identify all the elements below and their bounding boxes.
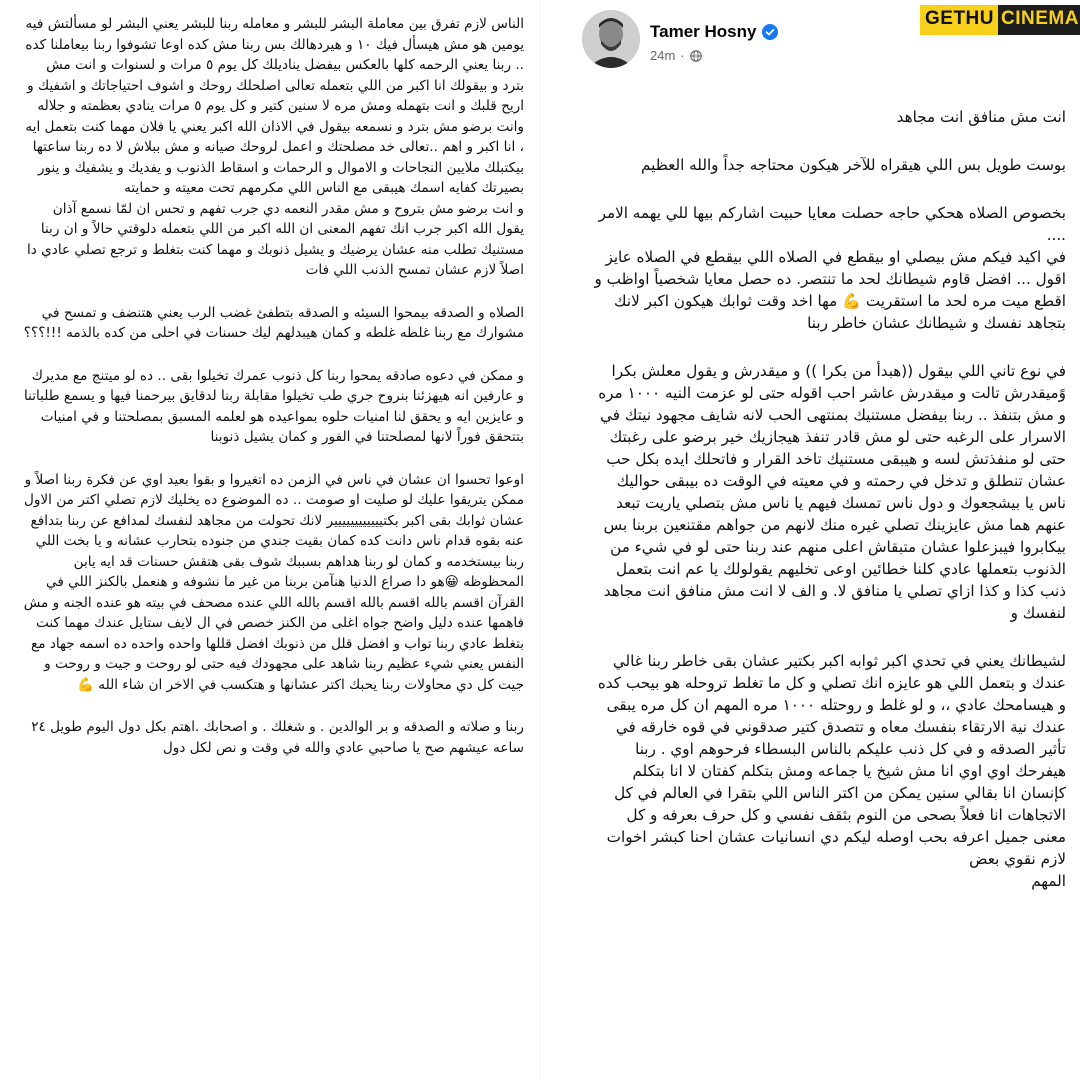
post-paragraph-4: في نوع تاني اللي بيقول ((هبدأ من بكرا )) و ميقدرش و يقول معلش بكرا وًميقدرش تالت و ميقدرش عاشر احب اقوله حتى لو عزمت النيه ١٠٠٠ مره و مش بتنفذ .. ربنا بيفضل مستنيك بمنتهى الحب لانه شايف مجهود نيتك في الاسرار على الرغبه حتى لو مش قادر تنفذ هيجازيك خير برضو على رغبتك حتى لو منفذتش لسه و هيبقى مستنيك تاخد القرار و فاتحلك ايده بكل حب عشان تنطلق و تدخل في رحمته و في معيته في الوقت ده بيبقى حواليك ناس يا بيشجعوك و دول ناس تمسك فيهم يا ناس مش بتصلي ياريت تبعد عنهم هما مش عايزينك تصلي غيره منك لانهم من جواهم مقتنعين بربنا بس بيكابروا فيبزعلوا عشان متبقاش اعلى منهم عند ربنا حتى لو في شيء من الذنوب بتعملها عادي كلنا خطائين اوعى تخليهم يقولولك يا عم انت بتعمل ذنب كذا و كذا ازاي تصلي يا منافق لا. و الف لا انت مش منافق انت مجاهد لنفسك و bbox=[598, 362, 1066, 622]
post-paragraph-2: بوست طويل بس اللي هيقراه للآخر هيكون محتاجه جداً والله العظيم bbox=[641, 156, 1066, 174]
meta-separator: · bbox=[680, 48, 685, 63]
verified-badge-icon bbox=[762, 24, 778, 40]
watermark-part-1: GETHU bbox=[920, 5, 998, 35]
left-paragraph-4: اوعوا تحسوا ان عشان في ناس في الزمن ده اتغيروا و بقوا بعيد اوي عن فكرة ربنا اصلاً و ممكن يتريقوا عليك لو صليت او صومت .. ده الموضوع ده يخليك لازم تصلي اكتر من الاول عشان ثوابك بقى اكبر بكتيييييييييييير لانك تحولت من مجاهد لنفسك لمدافع عن ربنا بتدافع عنه بقوه قدام ناس دانت كده كمان بقيت جندي من جنوده بتحارب عشانه و يا بخت اللي ربنا بيستخدمه و كمان لو ربنا هداهم بسببك شوف بقى هتقش حسنات قد ايه يابن المحظوظه 😀هو دا صراع الدنيا هنآمن بربنا من غير ما نشوفه و هنعمل بالكنز اللي في القرآن اقسم بالله اقسم بالله اقسم بالله اللي عنده مصحف في بيته هو عنده الجنه و مش فاهمها عنده دليل واضح جواه اغلى من الكنز خصص في ال لايف ستايل عندك مهما كنت بتغلط عادي ربنا تواب و افضل قلل من ذنوبك افضل قللها واحده واحده ده اسمه جهاد مع النفس يعني شيء عظيم ربنا شاهد على مجهودك فيه حتى لو روحت و جيت و روحت و جيت كل دي محاولات ربنا يحبك اكتر عشانها و هتكسب في الاخر ان شاء الله 💪 bbox=[23, 471, 524, 693]
left-paragraph-2: الصلاه و الصدقه بيمحوا السيئه و الصدقه بتطفئ غضب الرب يعني هتنضف و تمسح في مشوارك مع ربنا غلطه غلطه و كمان هيبدلهم ليك حسنات في احلى من كده بالذمه !!!؟؟؟ bbox=[23, 304, 524, 341]
left-paragraph-3: و ممكن في دعوه صادقه يمحوا ربنا كل ذنوب عمرك تخيلوا بقى .. ده لو ميتنج مع مديرك و عارفين انه هيهزئنا بنروح جري طب تخيلوا مقابلة ربنا لدقايق بيرحمنا فيها و يسمع طلباتنا و عايزين ايه و يحقق لنا امنيات حلوه بمواعيده هو لعلمه المسبق بمصلحتنا و في امنيات بتتحقق فوراً لانها لمصلحتنا في الفور و كمان يشيل ذنوبنا bbox=[23, 367, 524, 445]
post-body bbox=[592, 106, 1066, 892]
left-paragraph-1: الناس لازم تفرق بين معاملة البشر للبشر و معامله ربنا للبشر يعني البشر لو مسألتش فيه يومين هو مش هيسأل فيك ١٠ و هيردهالك بس ربنا مش كده اوعا تشوفوا ربنا بيعاملنا كده .. ربنا يعني الرحمه كلها بالعكس بيفضل يناديلك كل يوم ٥ مرات و لسنوات و انت مش بترد و بيقولك انا اكبر من اللي بتعمله تعالى اصلحلك روحك و اشوف احتياجاتك و اشفيك و اريح قلبك و انت بتهمله ومش مره لا سنين كتير و كل يوم ٥ مرات ينادي بعظمته و جلاله وانت برضو مش بترد و نسمعه بيقول في الاذان الله اكبر يعني يا فلان مهما كنت بتعمل ايه ، انا اكبر و اهم ..تعالى خد مصلحتك و اعمل لروحك صيانه و مش ببلاش لا ده ربنا ساعتها بيكتبلك ملايين النجاحات و الاموال و الرحمات و اسقاط الذنوب و يفديك و يشفيك و ينور بصيرتك كفايه اسمك هيبقى مع الناس اللي مكرمهم تحت معيته و حمايته و انت برضو مش بتروح و مش مقدر النعمه دي جرب تفهم و تحس ان لمّا نسمع آذان يقول الله اكبر جرب انك تفهم المعنى ان الله اكبر من اللي بتعمله دلوقتي حالاً و ان ربنا مستنيك تطلب منه عشان يرضيك و يشيل ذنوبك و مهما كنت بتغلط و ترجع تصلي عادي دا اصلاً لازم عشان تمسح الذنب اللي فات bbox=[25, 16, 524, 278]
watermark-logo bbox=[920, 5, 1079, 35]
post-paragraph-1: انت مش منافق انت مجاهد bbox=[896, 108, 1066, 126]
author-name[interactable]: Tamer Hosny bbox=[650, 22, 757, 41]
author-row bbox=[650, 22, 778, 42]
profile-photo-icon bbox=[582, 10, 640, 68]
post-paragraph-3: بخصوص الصلاه هحكي حاجه حصلت معايا حبيت اشاركم بيها للي يهمه الامر .... في اكيد فيكم مش بيصلي او بيقطع في الصلاه اللي بيقطع في الصلاه عايز اقول ... افضل قاوم شيطانك لحد ما تنتصر. ده حصل معايا شخصياً اواظب و اقطع ميت مره لحد ما استقريت 💪 مها اخد وقت ثوابك هيكون اكبر لانك بتجاهد نفسك و شيطانك عشان خاطر ربنا bbox=[594, 204, 1066, 332]
globe-icon[interactable] bbox=[690, 50, 702, 62]
avatar[interactable] bbox=[582, 10, 640, 68]
watermark-part-2: CINEMA bbox=[998, 5, 1080, 35]
post-timestamp[interactable]: 24m bbox=[650, 48, 676, 63]
post-paragraph-5: لشيطانك يعني في تحدي اكبر ثوابه اكبر بكتير عشان بقى خاطر ربنا غالي عندك و بتعمل اللي هو عايزه انك تصلي و كل ما تغلط تروحله هو بيحب كده و هيسامحك عادي ،، و لو غلط و روحتله ١٠٠٠ مره المهم ان كل مره يبقى عندك نية الارتقاء بنفسك معاه و تتصدق كتير صدقوني في قوه خارقه في تأثير الصدقه و في كل ذنب عليكم بالناس البسطاء فرحوهم اوي . ربنا هيفرحك اوي اوي انا مش شيخ يا جماعه ومش بتكلم كفتان لا انا بتكلم كإنسان انا بقالي سنين يمكن من اكتر الناس اللي بتقرا في العالم في كل الاتجاهات انا فعلاً بصحى من النوم بثقف نفسي و كل حرف بعرفه و كل معنى جميل اعرفه بحب اوصله ليكم دي انسانيات عشان احنا كبشر اخوات لازم نقوي بعض المهم bbox=[597, 652, 1066, 890]
post-column bbox=[540, 0, 1080, 1080]
left-paragraph-5: ربنا و صلاته و الصدقه و بر الوالدين . و شغلك . و اصحابك .اهتم بكل دول اليوم طويل ٢٤ ساعه عيشهم صح يا صاحبي عادي والله في وقت و نص لكل دول bbox=[31, 719, 524, 756]
post-meta bbox=[650, 48, 702, 63]
